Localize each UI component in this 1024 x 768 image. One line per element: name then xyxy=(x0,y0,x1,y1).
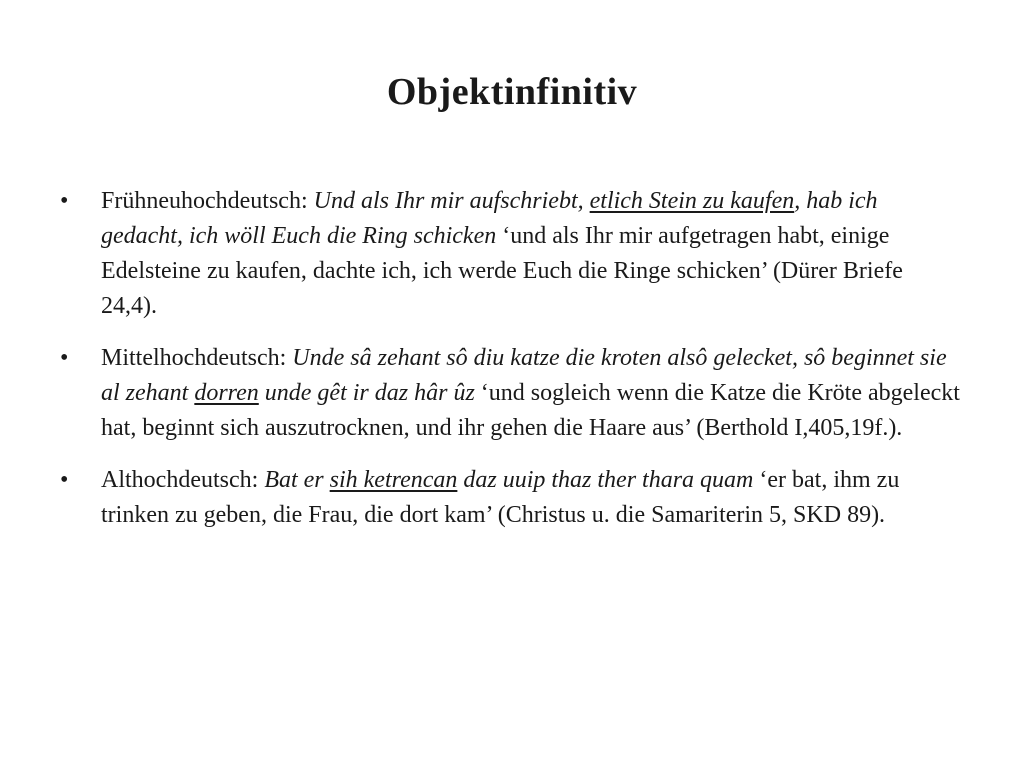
bullet-dot-icon: • xyxy=(60,345,69,371)
quote-italic-cont: unde gêt ir daz hâr ûz xyxy=(258,380,475,406)
quote-underlined: sih ketrencan xyxy=(329,467,458,493)
quote-underlined: dorren xyxy=(194,380,259,406)
quote-italic: Bat er xyxy=(264,467,330,493)
bullet-dot-icon: • xyxy=(60,188,69,214)
bullet-list xyxy=(60,184,960,550)
quote-underlined: etlich Stein zu kaufen xyxy=(589,188,795,214)
quote-italic-cont: , hab ich gedacht, ich wöll Euch die Ring schicken xyxy=(101,188,878,249)
translation-text: ‘er bat, ihm zu trinken zu geben, die Frau, die dort kam’ (Christus u. die Samariterin 5, SKD 89). xyxy=(101,467,900,528)
bullet-althochdeutsch xyxy=(60,463,960,533)
bullet-label: Mittelhochdeutsch: xyxy=(101,345,293,371)
quote-italic: Unde sâ zehant sô diu katze die kroten alsô gelecket, sô beginnet sie al zehant xyxy=(101,345,947,406)
bullet-dot-icon: • xyxy=(60,467,69,493)
bullet-fruehneuhochdeutsch xyxy=(60,184,960,324)
translation-text: ‘und sogleich wenn die Katze die Kröte abgeleckt hat, beginnt sich auszutrocknen, und ihr gehen die Haare aus’ (Berthold I,405,19f.). xyxy=(101,380,960,441)
quote-italic: Und als Ihr mir aufschriebt, xyxy=(313,188,590,214)
bullet-label: Frühneuhochdeutsch: xyxy=(101,188,314,214)
translation-text: ‘und als Ihr mir aufgetragen habt, einige Edelsteine zu kaufen, dachte ich, ich werde Euch die Ringe schicken’ (Dürer Briefe 24,4). xyxy=(101,223,903,319)
bullet-label: Althochdeutsch: xyxy=(101,467,265,493)
slide-title: Objektinfinitiv xyxy=(386,71,638,113)
quote-italic-cont: daz uuip thaz ther thara quam xyxy=(457,467,754,493)
bullet-mittelhochdeutsch xyxy=(60,341,960,446)
